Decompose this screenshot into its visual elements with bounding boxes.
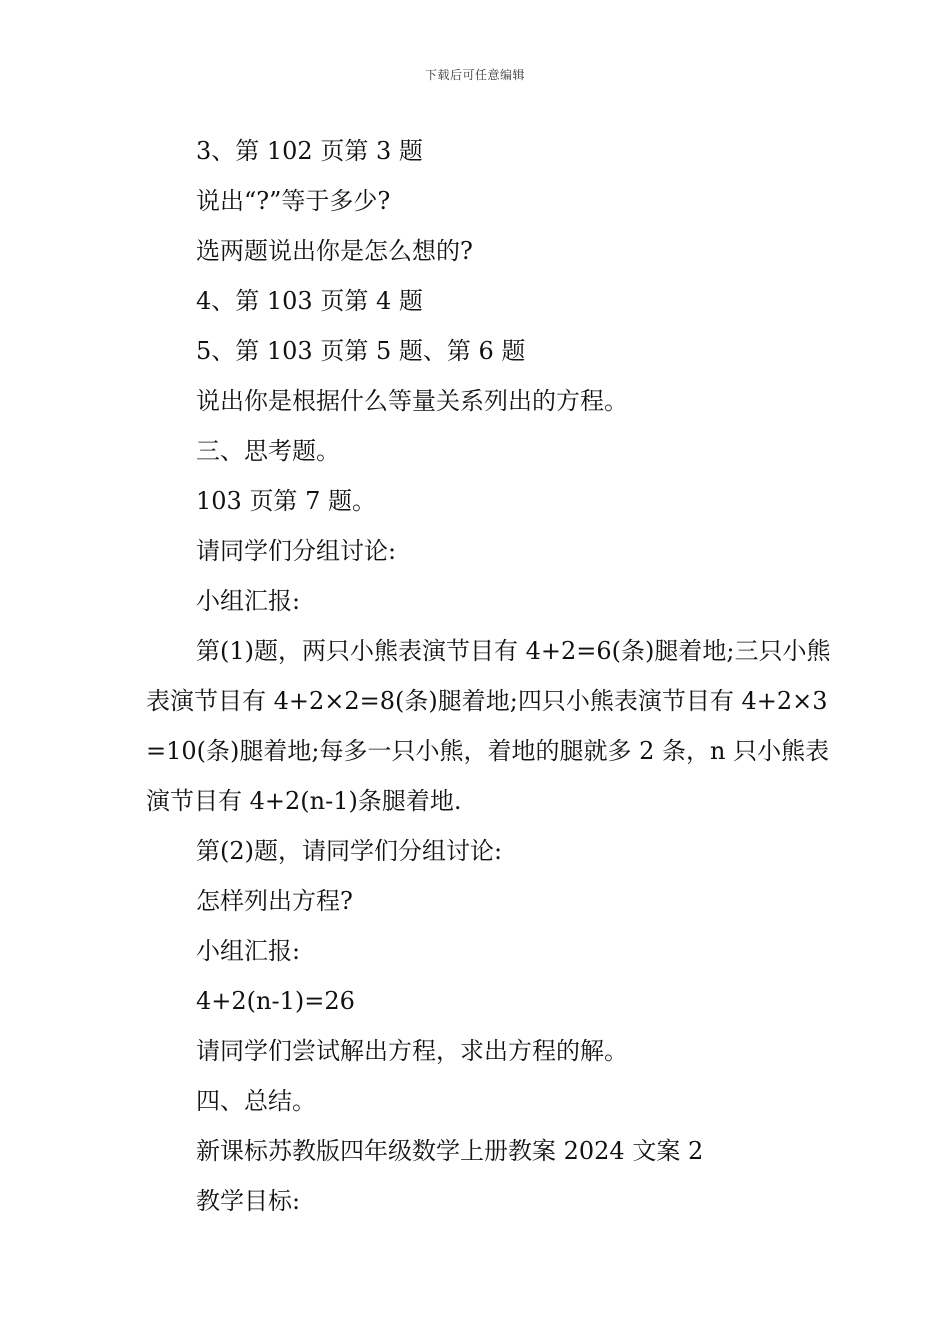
paragraph: 第(2)题，请同学们分组讨论: [196,837,503,865]
paragraph: 4、第 103 页第 4 题 [196,287,423,315]
paragraph: 小组汇报: [196,937,301,965]
paragraph: 第(1)题，两只小熊表演节目有 4+2=6(条)腿着地;三只小熊表演节目有 4+2×2=8(条)腿着地;四只小熊表演节目有 4+2×3=10(条)腿着地;每多一只小熊，着地的腿就多 2 条，n 只小熊表演节目有 4+2(n-1)条腿着地. [146,637,831,815]
paragraph: 请同学们尝试解出方程，求出方程的解。 [196,1037,628,1065]
section-heading: 四、总结。 [196,1087,316,1115]
paragraph: 3、第 102 页第 3 题 [196,137,423,165]
paragraph: 说出你是根据什么等量关系列出的方程。 [196,387,628,415]
document-title: 新课标苏教版四年级数学上册教案 2024 文案 2 [196,1137,704,1165]
section-heading: 教学目标: [196,1187,301,1215]
paragraph: 请同学们分组讨论: [196,537,397,565]
paragraph: 小组汇报: [196,587,301,615]
paragraph: 5、第 103 页第 5 题、第 6 题 [196,337,526,365]
page-header-note: 下载后可任意编辑 [424,68,525,82]
equation: 4+2(n-1)=26 [196,987,355,1015]
paragraph: 说出“?”等于多少? [196,187,391,215]
section-heading: 三、思考题。 [196,437,340,465]
paragraph: 103 页第 7 题。 [196,487,376,515]
paragraph: 选两题说出你是怎么想的? [196,237,473,265]
paragraph: 怎样列出方程? [196,887,353,915]
document-body [146,126,836,1226]
